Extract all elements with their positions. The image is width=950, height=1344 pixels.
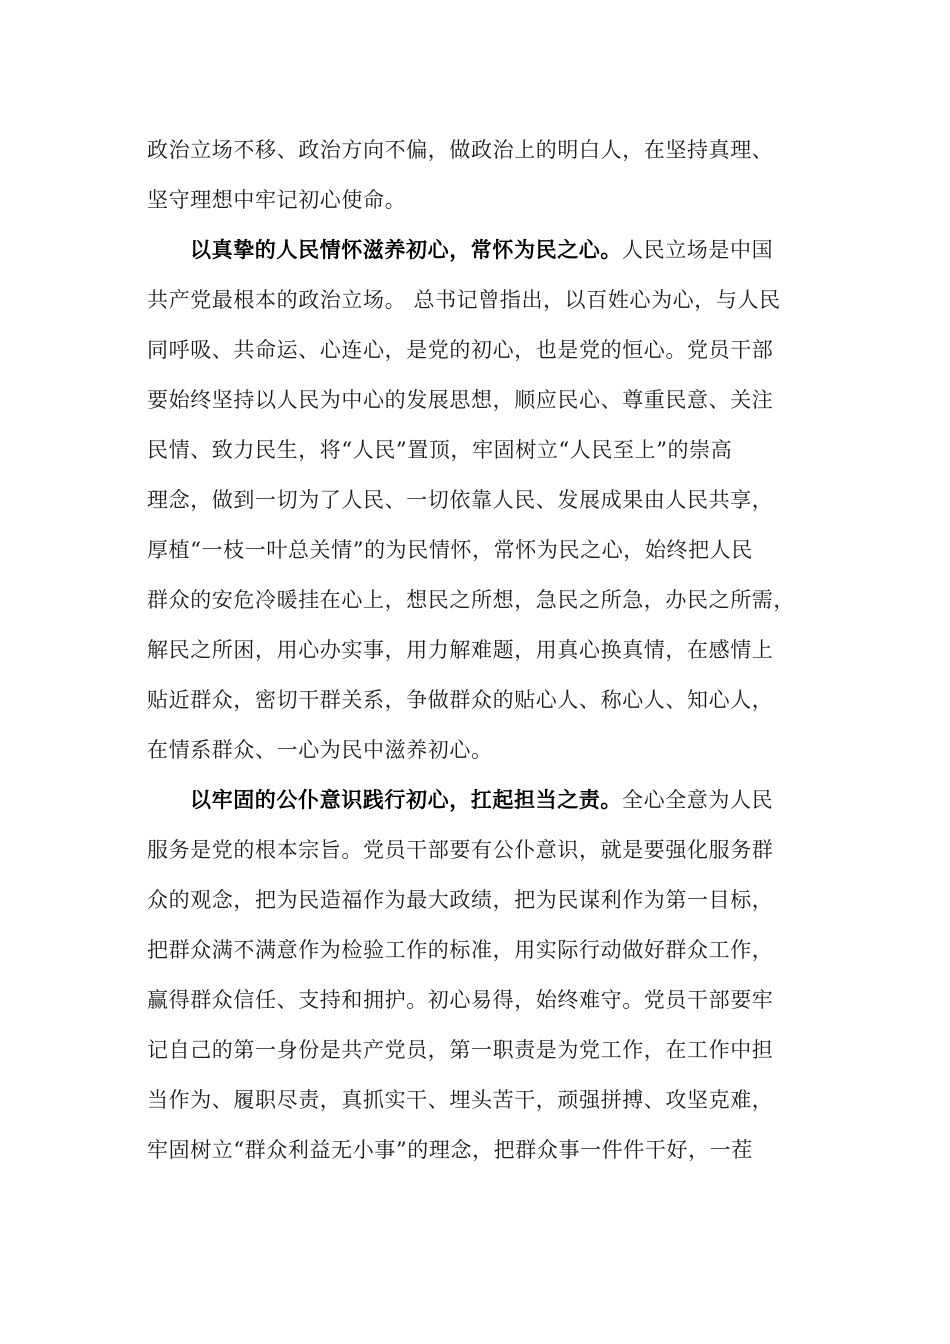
text-line-content: 服务是党的根本宗旨。党员干部要有公仆意识，就是要强化服务群 — [147, 838, 774, 862]
text-line — [147, 982, 773, 1018]
text-line-content: 共产党最根本的政治立场。 总书记曾指出，以百姓心为心，与人民 — [147, 288, 781, 312]
text-line-content: 牢固树立“群众利益无小事”的理念，把群众事一件件干好，一茬 — [147, 1138, 753, 1162]
text-line-content: 解民之所困，用心办实事，用力解难题，用真心换真情，在感情上 — [147, 638, 774, 662]
text-line-content: 民情、致力民生，将“人民”置顶，牢固树立“人民至上”的崇高 — [147, 438, 733, 462]
text-line — [147, 682, 773, 718]
text-line — [147, 1132, 753, 1168]
text-line — [147, 132, 773, 168]
paragraph-heading: 以牢固的公仆意识践行初心，扛起担当之责。 — [190, 788, 622, 812]
text-line-content: 同呼吸、共命运、心连心，是党的初心，也是党的恒心。党员干部 — [147, 338, 774, 362]
text-line — [147, 432, 732, 468]
text-line — [147, 482, 773, 518]
text-line-content: 理念，做到一切为了人民、一切依靠人民、发展成果由人民共享， — [147, 488, 774, 512]
text-line — [147, 582, 795, 618]
text-line-content: 在情系群众、一心为民中滋养初心。 — [147, 738, 493, 762]
text-line-content: 政治立场不移、政治方向不偏，做政治上的明白人，在坚持真理、 — [147, 138, 774, 162]
paragraph-heading: 以真挚的人民情怀滋养初心，常怀为民之心。 — [190, 238, 622, 262]
text-line-content: 坚守理想中牢记初心使命。 — [147, 188, 407, 212]
text-line — [147, 832, 773, 868]
paragraph-start-line — [190, 232, 773, 268]
text-line — [147, 282, 781, 318]
paragraph-start-line — [190, 782, 773, 818]
text-line — [147, 882, 773, 918]
text-line-content: 贴近群众，密切干群关系，争做群众的贴心人、称心人、知心人， — [147, 688, 774, 712]
text-line — [147, 632, 773, 668]
text-line-content: 记自己的第一身份是共产党员，第一职责是为党工作，在工作中担 — [147, 1038, 774, 1062]
text-line — [147, 732, 493, 768]
text-line-content: 群众的安危冷暖挂在心上，想民之所想，急民之所急，办民之所需， — [147, 588, 795, 612]
text-line-content: 要始终坚持以人民为中心的发展思想，顺应民心、尊重民意、关注 — [147, 388, 774, 412]
text-line — [147, 332, 773, 368]
text-line-content: 众的观念，把为民造福作为最大政绩，把为民谋利作为第一目标， — [147, 888, 774, 912]
text-line — [147, 1032, 773, 1068]
text-line — [147, 382, 773, 418]
text-line — [147, 182, 406, 218]
text-line-content: 人民立场是中国 — [622, 238, 774, 262]
text-line-content: 把群众满不满意作为检验工作的标准，用实际行动做好群众工作， — [147, 938, 774, 962]
text-line — [147, 1082, 773, 1118]
text-line — [147, 532, 753, 568]
text-line-content: 厚植“一枝一叶总关情”的为民情怀，常怀为民之心，始终把人民 — [147, 538, 753, 562]
text-line-content: 赢得群众信任、支持和拥护。初心易得，始终难守。党员干部要牢 — [147, 988, 774, 1012]
text-line — [147, 932, 773, 968]
text-line-content: 全心全意为人民 — [622, 788, 774, 812]
text-line-content: 当作为、履职尽责，真抓实干、埋头苦干，顽强拼搏、攻坚克难， — [147, 1088, 774, 1112]
